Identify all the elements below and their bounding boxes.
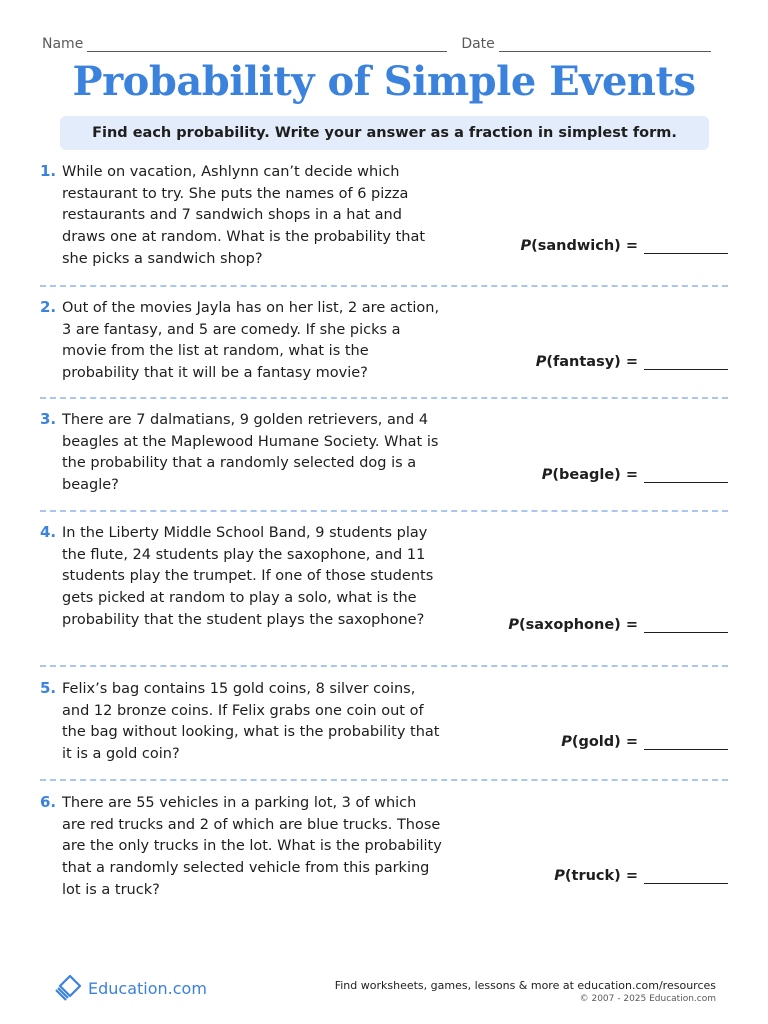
answer-field[interactable] bbox=[542, 467, 728, 483]
divider bbox=[40, 285, 728, 287]
problem-text: There are 55 vehicles in a parking lot, 3 of which are red trucks and 2 of which are blue trucks. Those are the only trucks in the lot. What is the probability that a randomly selected vehicle from this parking lot is a truck? bbox=[62, 795, 442, 898]
answer-label: (beagle) = bbox=[552, 467, 638, 483]
problem-text: In the Liberty Middle School Band, 9 students play the flute, 24 students play the saxophone, and 11 students play the trumpet. If one of those students gets picked at random to play a solo, what is the probability that the student plays the saxophone? bbox=[62, 525, 434, 628]
problem-number: 5. bbox=[40, 679, 57, 697]
instructions-banner: Find each probability. Write your answer as a fraction in simplest form. bbox=[60, 116, 709, 150]
education-logo[interactable] bbox=[52, 972, 207, 1004]
answer-field[interactable] bbox=[561, 734, 728, 750]
logo-text: Education.com bbox=[88, 978, 207, 998]
answer-field[interactable] bbox=[521, 238, 729, 254]
problem-4 bbox=[40, 523, 728, 658]
problem-5 bbox=[40, 679, 728, 771]
divider bbox=[40, 665, 728, 667]
problem-2 bbox=[40, 298, 728, 390]
problem-number: 4. bbox=[40, 523, 57, 541]
answer-blank[interactable] bbox=[644, 619, 728, 633]
problem-1 bbox=[40, 162, 728, 272]
answer-blank[interactable] bbox=[644, 240, 728, 254]
copyright: © 2007 - 2025 Education.com bbox=[579, 994, 716, 1004]
probability-symbol: P bbox=[520, 238, 532, 254]
answer-field[interactable] bbox=[508, 617, 728, 633]
answer-label: (fantasy) = bbox=[546, 354, 638, 370]
problem-number: 1. bbox=[40, 162, 57, 180]
education-logo-icon bbox=[52, 972, 84, 1004]
answer-field[interactable] bbox=[554, 868, 728, 884]
date-blank[interactable] bbox=[499, 38, 711, 52]
answer-field[interactable] bbox=[536, 354, 728, 370]
divider bbox=[40, 397, 728, 399]
problem-text: Felix’s bag contains 15 gold coins, 8 silver coins, and 12 bronze coins. If Felix grabs one coin out of the bag without looking, what is the probability that it is a gold coin? bbox=[62, 681, 440, 763]
problem-3 bbox=[40, 410, 728, 502]
probability-symbol: P bbox=[508, 617, 519, 633]
page-title: Probability of Simple Events bbox=[72, 58, 696, 105]
answer-blank[interactable] bbox=[644, 469, 728, 483]
problem-number: 2. bbox=[40, 298, 57, 316]
probability-symbol: P bbox=[535, 354, 547, 370]
answer-blank[interactable] bbox=[644, 870, 728, 884]
problem-6 bbox=[40, 793, 728, 908]
answer-blank[interactable] bbox=[644, 736, 728, 750]
problem-text: There are 7 dalmatians, 9 golden retrievers, and 4 beagles at the Maplewood Humane Society. What is the probability that a randomly selected dog is a beagle? bbox=[62, 412, 439, 494]
answer-blank[interactable] bbox=[644, 356, 728, 370]
answer-label: (truck) = bbox=[564, 868, 638, 884]
divider bbox=[40, 779, 728, 781]
name-label: Name bbox=[42, 36, 84, 52]
probability-symbol: P bbox=[554, 868, 565, 884]
answer-label: (sandwich) = bbox=[531, 238, 638, 254]
name-date-header bbox=[42, 30, 722, 52]
divider bbox=[40, 510, 728, 512]
problem-text: While on vacation, Ashlynn can’t decide which restaurant to try. She puts the names of 6 pizza restaurants and 7 sandwich shops in a hat and draws one at random. What is the probability that she picks a sandwich shop? bbox=[62, 164, 426, 267]
name-blank[interactable] bbox=[87, 38, 447, 52]
footer-info bbox=[335, 979, 716, 1004]
answer-label: (saxophone) = bbox=[518, 617, 638, 633]
answer-label: (gold) = bbox=[571, 734, 638, 750]
probability-symbol: P bbox=[541, 467, 553, 483]
problem-number: 6. bbox=[40, 793, 57, 811]
date-label: Date bbox=[461, 36, 495, 52]
problem-text: Out of the movies Jayla has on her list, 2 are action, 3 are fantasy, and 5 are comedy. If she picks a movie from the list at random, what is the probability that it will be a fantasy movie? bbox=[62, 300, 440, 382]
probability-symbol: P bbox=[561, 734, 572, 750]
footer-tagline[interactable]: Find worksheets, games, lessons & more at education.com/resources bbox=[334, 979, 716, 992]
problem-number: 3. bbox=[40, 410, 57, 428]
